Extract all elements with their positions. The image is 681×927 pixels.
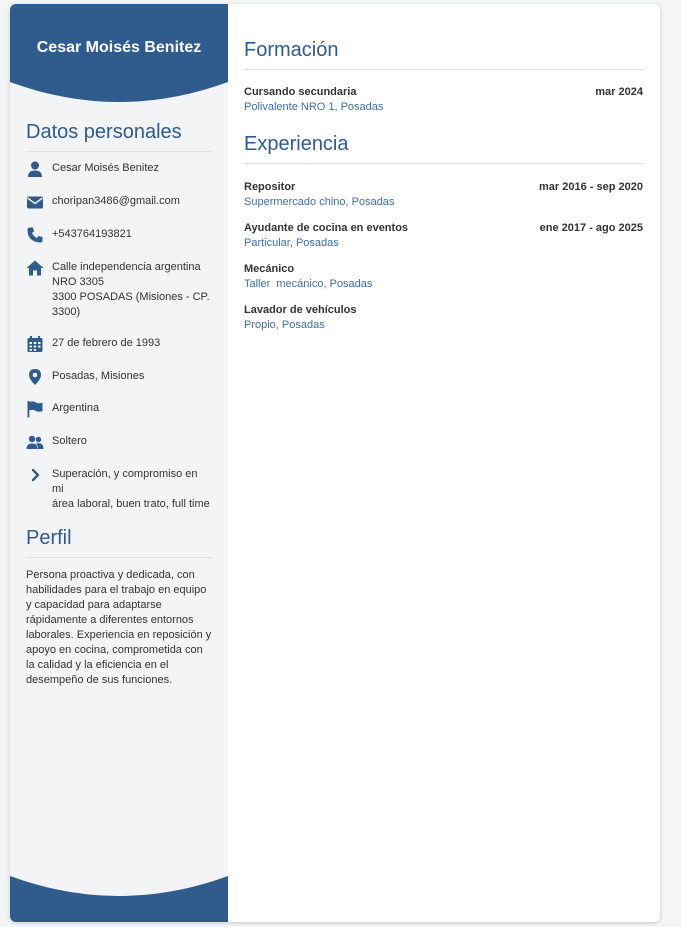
info-marital-status bbox=[26, 433, 216, 451]
info-phone bbox=[26, 226, 216, 244]
map-pin-icon bbox=[26, 368, 44, 386]
info-address bbox=[26, 259, 216, 320]
sidebar bbox=[10, 4, 228, 922]
entry-title: Mecánico bbox=[244, 263, 295, 275]
chevron-right-icon bbox=[26, 466, 44, 484]
entry-subtitle: Taller mecánico, Posadas bbox=[244, 278, 373, 290]
calendar-icon bbox=[26, 335, 44, 353]
experience-entry bbox=[244, 181, 643, 211]
education-title: Formación bbox=[244, 39, 643, 70]
info-text: +543764193821 bbox=[52, 228, 132, 240]
info-other bbox=[26, 466, 216, 512]
home-icon bbox=[26, 259, 44, 277]
phone-icon bbox=[26, 226, 44, 244]
entry-subtitle: Propio, Posadas bbox=[244, 319, 325, 331]
entry-title: Repositor bbox=[244, 181, 296, 193]
info-text: Posadas, Misiones bbox=[52, 370, 145, 382]
entry-date: ene 2017 - ago 2025 bbox=[539, 222, 643, 234]
sidebar-header bbox=[10, 4, 228, 104]
entry-subtitle: Polivalente NRO 1, Posadas bbox=[244, 101, 384, 113]
info-name bbox=[26, 160, 216, 178]
entry-title: Cursando secundaria bbox=[244, 86, 357, 98]
user-icon bbox=[26, 160, 44, 178]
info-text: 27 de febrero de 1993 bbox=[52, 337, 161, 349]
personal-data-title: Datos personales bbox=[26, 121, 212, 152]
experience-title: Experiencia bbox=[244, 133, 643, 164]
experience-entry bbox=[244, 222, 643, 252]
info-email bbox=[26, 193, 216, 211]
info-text: Calle independencia argentina NRO 3305 3300 POSADAS (Misiones - CP. 3300) bbox=[52, 261, 210, 318]
info-nationality bbox=[26, 400, 216, 418]
info-location bbox=[26, 368, 216, 386]
info-text: Soltero bbox=[52, 435, 87, 447]
envelope-icon bbox=[26, 193, 44, 211]
users-icon bbox=[26, 433, 44, 451]
flag-icon bbox=[26, 400, 44, 418]
profile-title: Perfil bbox=[26, 527, 212, 558]
entry-date: mar 2024 bbox=[595, 86, 643, 98]
entry-title: Ayudante de cocina en eventos bbox=[244, 222, 409, 234]
experience-entry bbox=[244, 263, 643, 293]
entry-subtitle: Supermercado chino, Posadas bbox=[244, 196, 395, 208]
info-text: Cesar Moisés Benitez bbox=[52, 162, 159, 174]
profile-text: Persona proactiva y dedicada, con habilidades para el trabajo en equipo y capacidad para adaptarse rápidamente a diferentes entornos laborales. Experiencia en reposición y apoyo en cocina, comprometida con la calidad y la eficiencia en el desempeño de sus funciones. bbox=[26, 569, 212, 686]
sidebar-footer bbox=[10, 876, 228, 922]
info-text: choripan3486@gmail.com bbox=[52, 195, 180, 207]
entry-subtitle: Particular, Posadas bbox=[244, 237, 339, 249]
info-text: Superación, y compromiso en mi área laboral, buen trato, full time bbox=[52, 468, 210, 510]
entry-date: mar 2016 - sep 2020 bbox=[539, 181, 643, 193]
info-text: Argentina bbox=[52, 402, 100, 414]
info-birthdate bbox=[26, 335, 216, 353]
resume-page bbox=[10, 4, 660, 922]
header-name: Cesar Moisés Benitez bbox=[36, 39, 202, 56]
education-entry bbox=[244, 86, 643, 116]
entry-title: Lavador de vehículos bbox=[244, 304, 357, 316]
experience-entry bbox=[244, 304, 643, 334]
